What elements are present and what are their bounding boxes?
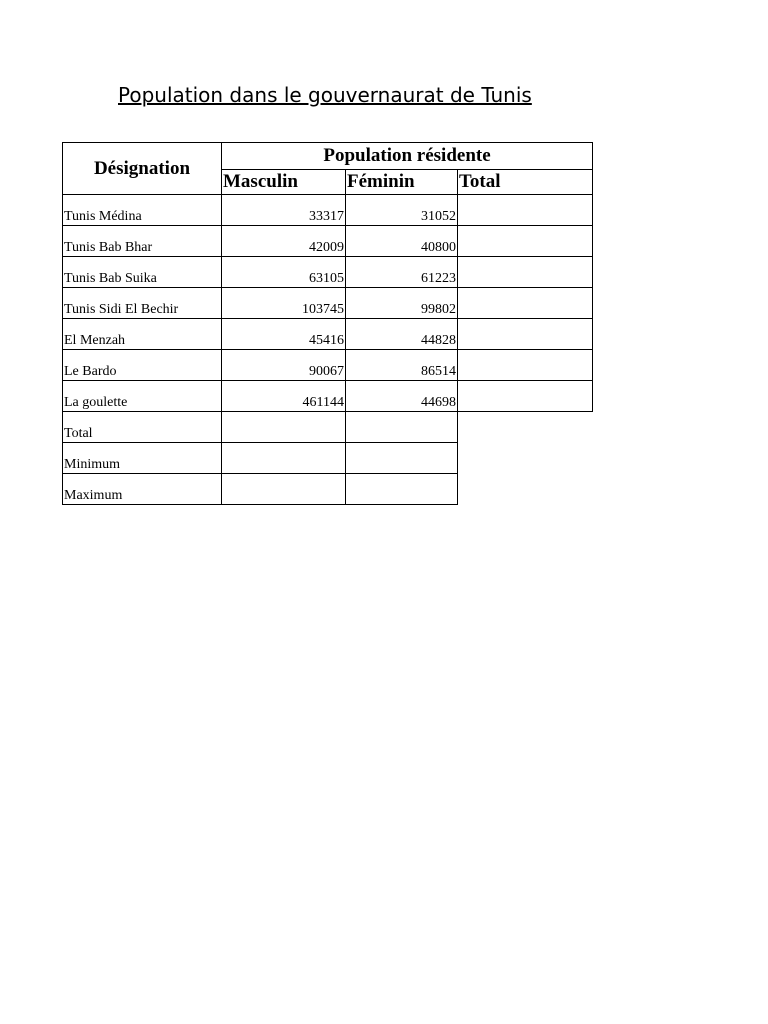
empty-cell xyxy=(458,443,593,474)
cell-feminin[interactable]: 86514 xyxy=(346,350,458,381)
cell-designation[interactable]: Tunis Bab Suika xyxy=(63,257,222,288)
cell-feminin[interactable]: 44828 xyxy=(346,319,458,350)
cell-masculin[interactable]: 42009 xyxy=(222,226,346,257)
cell-designation[interactable]: Le Bardo xyxy=(63,350,222,381)
cell-masculin[interactable]: 33317 xyxy=(222,195,346,226)
cell-masculin[interactable]: 461144 xyxy=(222,381,346,412)
table-row xyxy=(63,195,593,226)
cell-designation[interactable]: Tunis Médina xyxy=(63,195,222,226)
stat-row-minimum xyxy=(63,443,593,474)
stat-minimum-feminin[interactable] xyxy=(346,443,458,474)
cell-total[interactable] xyxy=(458,195,593,226)
cell-masculin[interactable]: 45416 xyxy=(222,319,346,350)
cell-total[interactable] xyxy=(458,288,593,319)
cell-total[interactable] xyxy=(458,319,593,350)
table-row xyxy=(63,319,593,350)
stat-total-masculin[interactable] xyxy=(222,412,346,443)
sheet-title: Population dans le gouvernaurat de Tunis xyxy=(118,83,532,107)
cell-masculin[interactable]: 103745 xyxy=(222,288,346,319)
stat-label-maximum[interactable]: Maximum xyxy=(63,474,222,505)
population-table xyxy=(62,142,593,505)
cell-designation[interactable]: Tunis Bab Bhar xyxy=(63,226,222,257)
stat-total-feminin[interactable] xyxy=(346,412,458,443)
cell-designation[interactable]: El Menzah xyxy=(63,319,222,350)
empty-cell xyxy=(458,412,593,443)
stat-minimum-masculin[interactable] xyxy=(222,443,346,474)
table-row xyxy=(63,257,593,288)
stat-maximum-feminin[interactable] xyxy=(346,474,458,505)
cell-masculin[interactable]: 90067 xyxy=(222,350,346,381)
stat-label-total[interactable]: Total xyxy=(63,412,222,443)
cell-feminin[interactable]: 61223 xyxy=(346,257,458,288)
header-designation[interactable]: Désignation xyxy=(63,143,222,195)
cell-designation[interactable]: Tunis Sidi El Bechir xyxy=(63,288,222,319)
header-total[interactable]: Total xyxy=(458,169,593,195)
cell-feminin[interactable]: 31052 xyxy=(346,195,458,226)
header-population-residente[interactable]: Population résidente xyxy=(222,143,593,170)
empty-cell xyxy=(458,474,593,505)
cell-feminin[interactable]: 99802 xyxy=(346,288,458,319)
cell-total[interactable] xyxy=(458,257,593,288)
cell-masculin[interactable]: 63105 xyxy=(222,257,346,288)
cell-total[interactable] xyxy=(458,350,593,381)
header-masculin[interactable]: Masculin xyxy=(222,169,346,195)
cell-total[interactable] xyxy=(458,226,593,257)
stat-maximum-masculin[interactable] xyxy=(222,474,346,505)
cell-feminin[interactable]: 44698 xyxy=(346,381,458,412)
cell-feminin[interactable]: 40800 xyxy=(346,226,458,257)
table-row xyxy=(63,381,593,412)
table-row xyxy=(63,350,593,381)
stat-label-minimum[interactable]: Minimum xyxy=(63,443,222,474)
table-row xyxy=(63,288,593,319)
cell-designation[interactable]: La goulette xyxy=(63,381,222,412)
stat-row-maximum xyxy=(63,474,593,505)
stat-row-total xyxy=(63,412,593,443)
header-feminin[interactable]: Féminin xyxy=(346,169,458,195)
table-row xyxy=(63,226,593,257)
cell-total[interactable] xyxy=(458,381,593,412)
